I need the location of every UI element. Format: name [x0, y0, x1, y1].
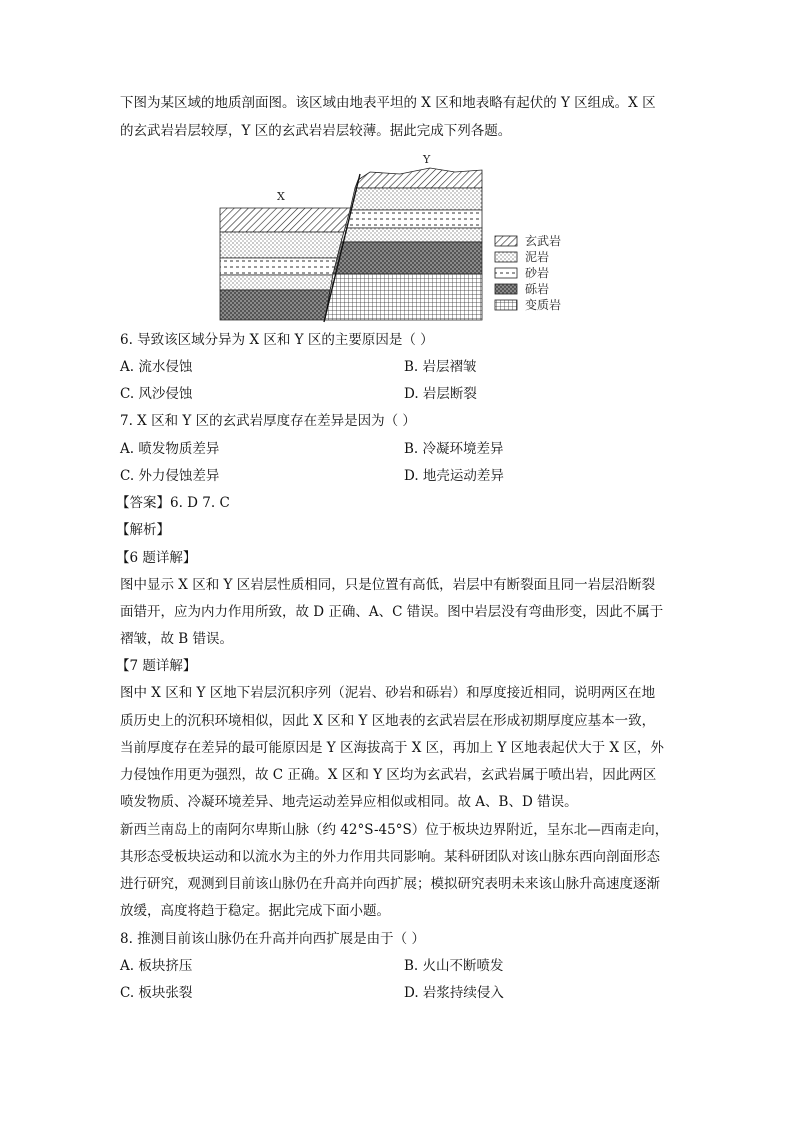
question-8-stem: 8. 推测目前该山脉仍在升高并向西扩展是由于（ ）: [120, 931, 425, 947]
passage-2-line-1: 新西兰南岛上的南阿尔卑斯山脉（约 42°S-45°S）位于板块边界附近，呈东北—西南走向，: [120, 822, 669, 838]
q6-option-b: B. 岩层褶皱: [404, 359, 477, 375]
detail-7-line-1: 图中 X 区和 Y 区地下岩层沉积序列（泥岩、砂岩和砾岩）和厚度接近相同，说明两区在地: [120, 685, 656, 701]
legend-label-sandstone: 砂岩: [525, 266, 550, 280]
passage-2-line-4: 放缓，高度将趋于稳定。据此完成下面小题。: [120, 903, 390, 919]
detail-7-heading: 【7 题详解】: [116, 658, 197, 674]
legend-label-metamorphic: 变质岩: [525, 298, 562, 312]
q6-option-a: A. 流水侵蚀: [120, 359, 193, 375]
legend-swatch-mudstone: [495, 252, 517, 262]
intro-line-1: 下图为某区域的地质剖面图。该区域由地表平坦的 X 区和地表略有起伏的 Y 区组成。X 区: [120, 95, 656, 111]
q7-option-d: D. 地壳运动差异: [404, 468, 504, 484]
detail-7-line-4: 力侵蚀作用更为强烈，故 C 正确。X 区和 Y 区均为玄武岩，玄武岩属于喷出岩，因此两区: [120, 767, 657, 783]
q6-option-d: D. 岩层断裂: [404, 386, 477, 402]
legend-label-basalt: 玄武岩: [525, 234, 562, 248]
legend-swatch-basalt: [495, 236, 517, 246]
legend-label-mudstone: 泥岩: [525, 250, 550, 264]
q7-option-a: A. 喷发物质差异: [120, 441, 220, 457]
label-y: Y: [423, 153, 431, 166]
legend-label-conglomerate: 砾岩: [525, 282, 550, 296]
q7-option-b: B. 冷凝环境差异: [404, 441, 504, 457]
q6-option-c: C. 风沙侵蚀: [120, 386, 193, 402]
y-region-block: [325, 153, 482, 320]
legend: [495, 233, 561, 312]
question-6-stem: 6. 导致该区域分异为 X 区和 Y 区的主要原因是（ ）: [120, 332, 434, 348]
question-7-stem: 7. X 区和 Y 区的玄武岩厚度存在差异是因为（ ）: [120, 413, 416, 429]
detail-7-line-5: 喷发物质、冷凝环境差异、地壳运动差异应相似或相同。故 A、B、D 错误。: [120, 794, 578, 810]
q8-option-d: D. 岩浆持续侵入: [404, 985, 504, 1001]
detail-7-line-2: 质历史上的沉积环境相似，因此 X 区和 Y 区地表的玄武岩层在形成初期厚度应基本一致，: [120, 713, 656, 729]
passage-2-line-2: 其形态受板块运动和以流水为主的外力作用共同影响。某科研团队对该山脉东西向剖面形态: [120, 849, 660, 865]
detail-6-line-3: 褶皱，故 B 错误。: [120, 631, 234, 647]
detail-6-line-1: 图中显示 X 区和 Y 区岩层性质相同，只是位置有高低，岩层中有断裂面且同一岩层沿断裂: [120, 577, 656, 593]
q7-option-c: C. 外力侵蚀差异: [120, 468, 220, 484]
detail-6-heading: 【6 题详解】: [116, 550, 197, 566]
label-x: X: [277, 190, 285, 203]
geologic-cross-section-figure: [200, 150, 590, 325]
detail-6-line-2: 面错开，应为内力作用所致，故 D 正确、A、C 错误。图中岩层没有弯曲形变，因此不属于: [120, 604, 664, 620]
passage-2-line-3: 进行研究，观测到目前该山脉仍在升高并向西扩展；模拟研究表明未来该山脉升高速度逐渐: [120, 876, 660, 892]
q8-option-b: B. 火山不断喷发: [404, 958, 504, 974]
q8-option-c: C. 板块张裂: [120, 985, 193, 1001]
q8-option-a: A. 板块挤压: [120, 958, 193, 974]
intro-line-2: 的玄武岩岩层较厚，Y 区的玄武岩岩层较薄。据此完成下列各题。: [120, 123, 512, 139]
legend-swatch-conglomerate: [495, 284, 517, 294]
analysis-heading: 【解析】: [116, 522, 170, 538]
legend-swatch-metamorphic: [495, 300, 517, 310]
answer-line: 【答案】6. D 7. C: [116, 495, 230, 511]
legend-swatch-sandstone: [495, 268, 517, 278]
detail-7-line-3: 当前厚度存在差异的最可能原因是 Y 区海拔高于 X 区，再加上 Y 区地表起伏大于 X 区，外: [120, 740, 664, 756]
